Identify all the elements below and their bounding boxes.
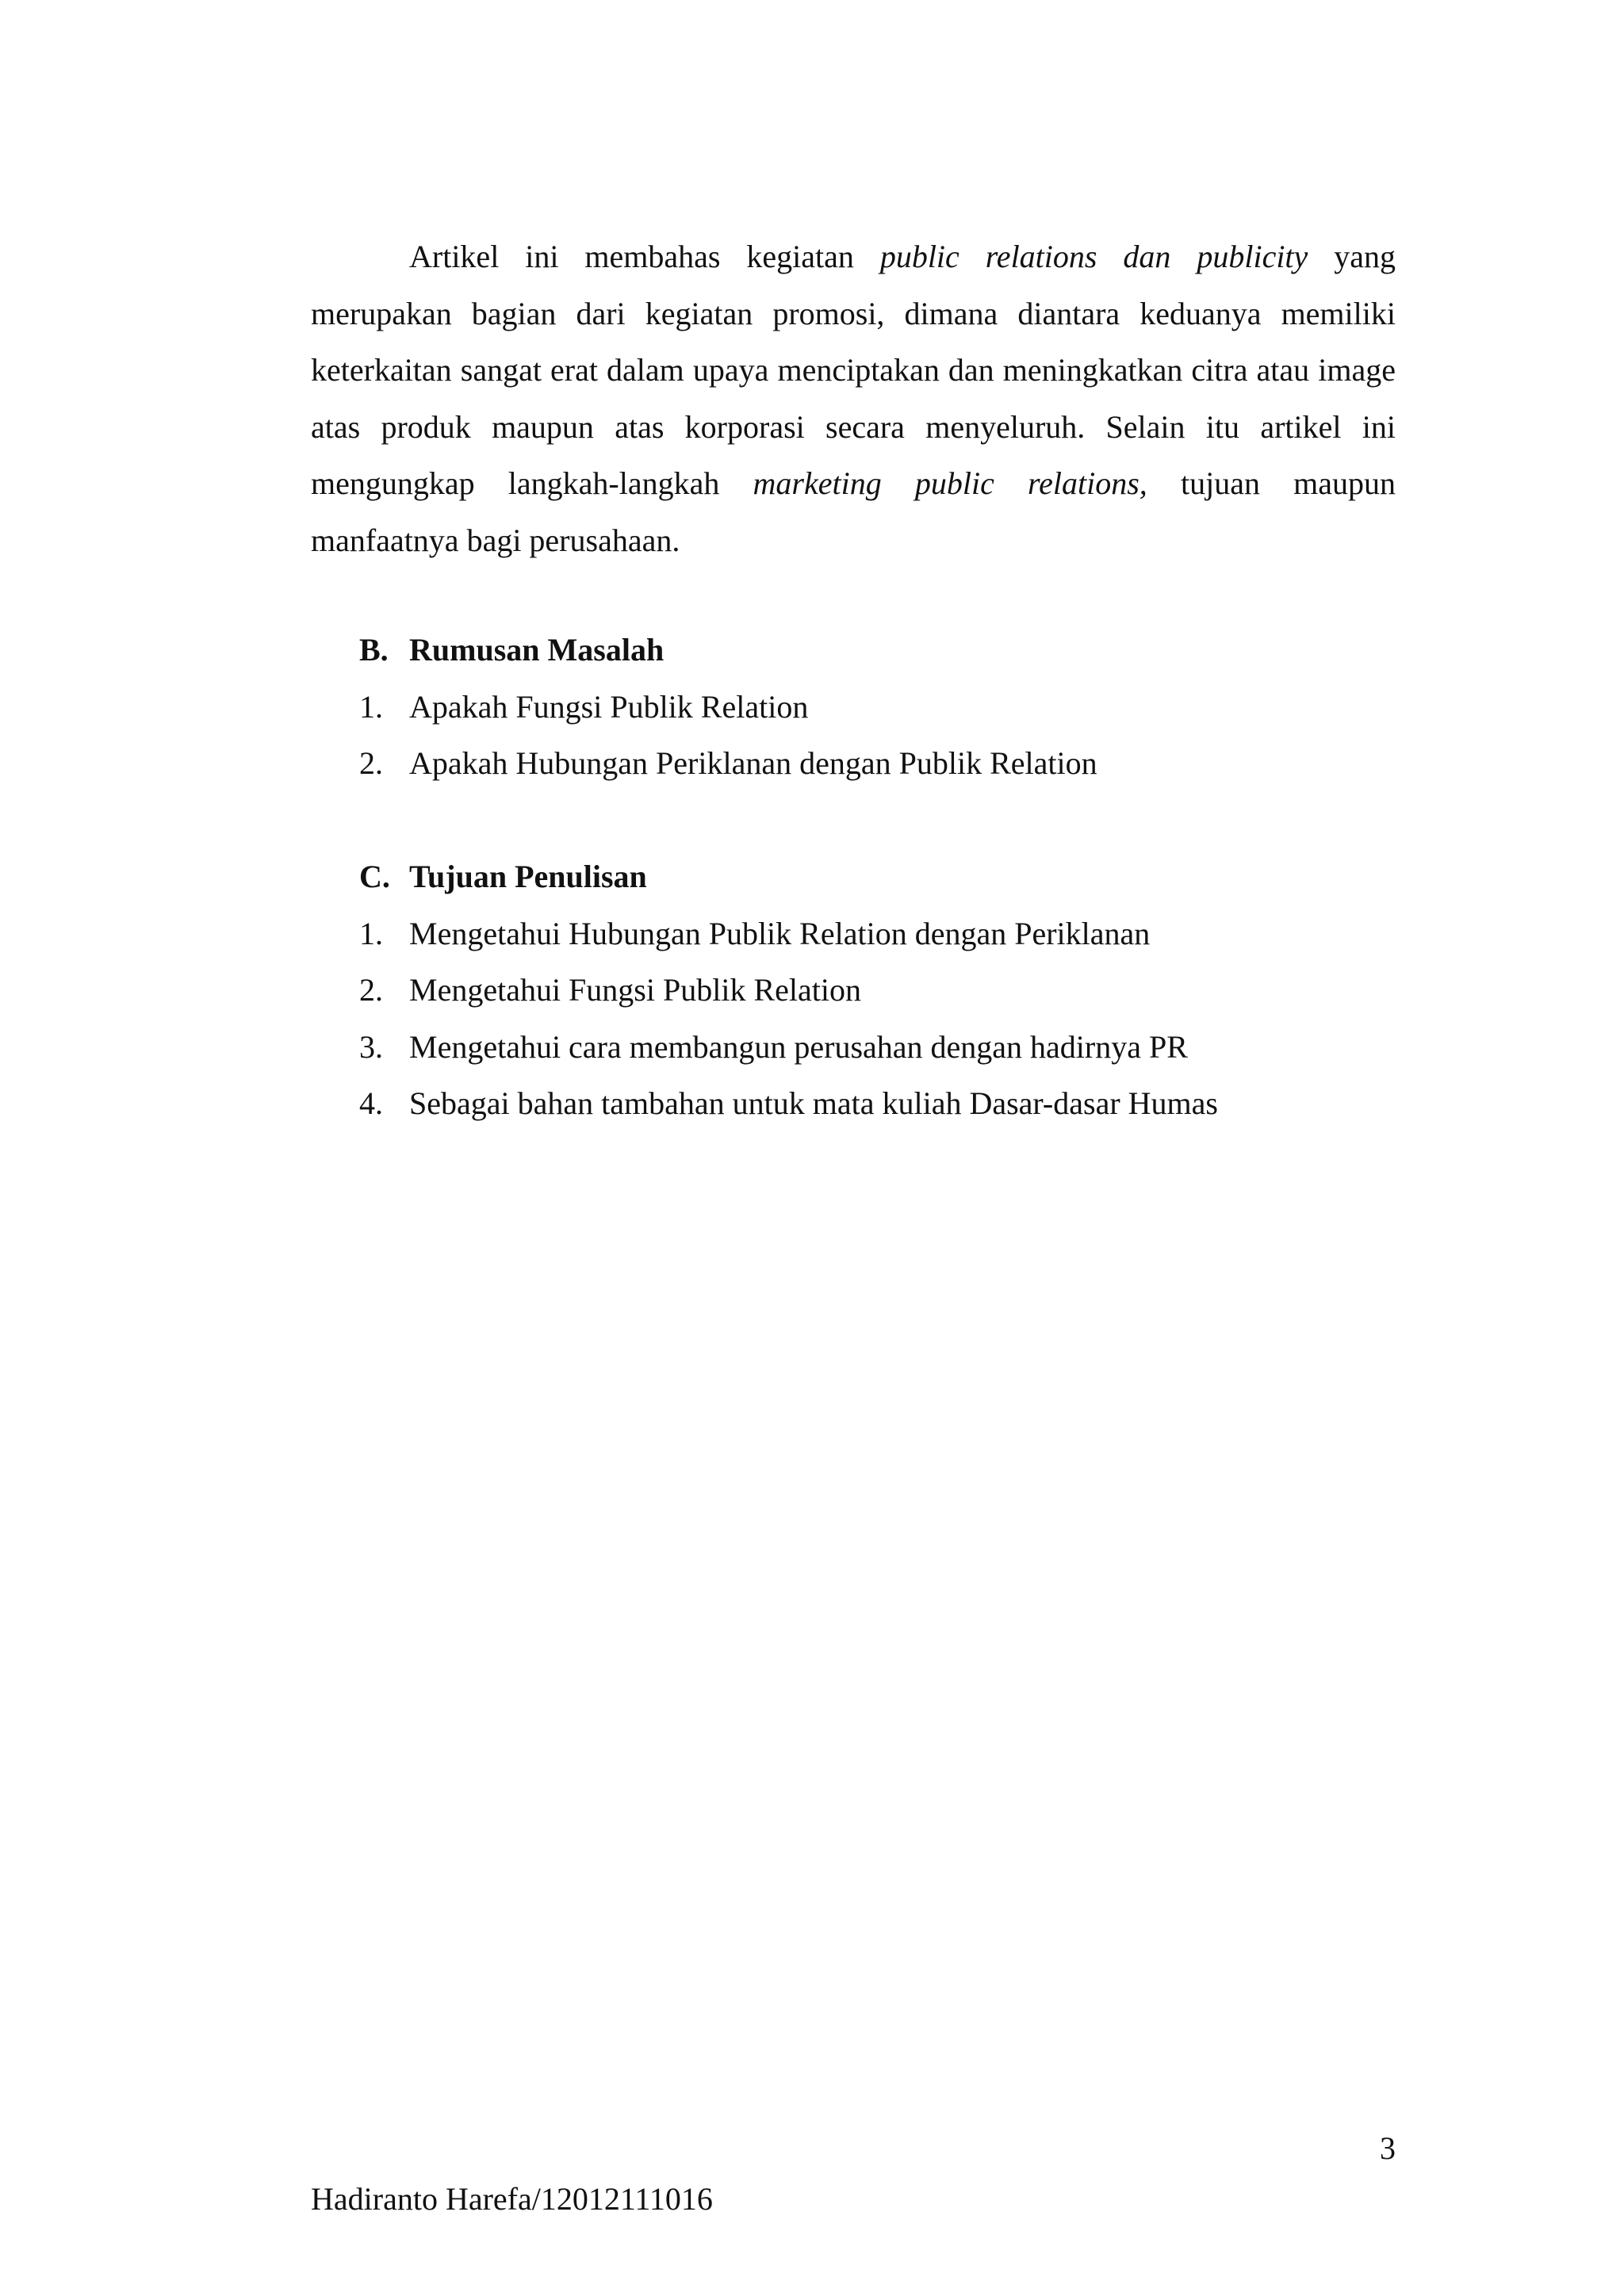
footer-author: Hadiranto Harefa/12012111016 xyxy=(311,2181,713,2217)
section-letter: B. xyxy=(359,632,389,668)
list-number: 2. xyxy=(359,972,383,1008)
intro-text-3: tujuan maupun manfaatnya bagi perusahaan. xyxy=(311,465,1396,558)
intro-italic-2: marketing public relations, xyxy=(753,465,1147,502)
section-heading xyxy=(359,848,1469,905)
list-item xyxy=(359,962,1469,1019)
intro-text-1: Artikel ini membahas kegiatan xyxy=(409,239,880,274)
list-item xyxy=(359,1075,1469,1132)
section-tujuan-penulisan xyxy=(359,848,1469,1132)
list-text: Mengetahui Hubungan Publik Relation dengan Periklanan xyxy=(409,915,1151,951)
numbered-list xyxy=(359,679,1469,792)
list-text: Sebagai bahan tambahan untuk mata kuliah Dasar-dasar Humas xyxy=(409,1085,1218,1122)
list-text: Apakah Fungsi Publik Relation xyxy=(409,688,809,725)
list-number: 1. xyxy=(359,688,383,725)
intro-text-2: yang merupakan bagian dari kegiatan promosi, dimana diantara keduanya memiliki keterkaitan sangat erat dalam upaya menciptakan dan meningkatkan citra atau image atas produk maupun atas korporasi secara menyeluruh. Selain itu artikel ini mengungkap langkah-langkah xyxy=(311,239,1396,502)
list-text: Apakah Hubungan Periklanan dengan Publik Relation xyxy=(409,745,1097,782)
list-number: 2. xyxy=(359,745,383,782)
list-text: Mengetahui cara membangun perusahan dengan hadirnya PR xyxy=(409,1028,1188,1065)
list-text: Mengetahui Fungsi Publik Relation xyxy=(409,972,861,1008)
list-item xyxy=(359,735,1469,792)
list-item xyxy=(359,1019,1469,1076)
list-number: 1. xyxy=(359,915,383,951)
page-number: 3 xyxy=(1380,2130,1396,2166)
list-item xyxy=(359,679,1469,736)
section-title: Tujuan Penulisan xyxy=(409,859,647,894)
list-number: 3. xyxy=(359,1028,383,1065)
intro-italic-1: public relations dan publicity xyxy=(879,239,1308,274)
section-letter: C. xyxy=(359,859,390,894)
section-rumusan-masalah xyxy=(359,622,1469,792)
intro-paragraph xyxy=(311,228,1396,569)
list-item xyxy=(359,905,1469,962)
section-heading xyxy=(359,622,1469,679)
list-number: 4. xyxy=(359,1085,383,1122)
numbered-list xyxy=(359,905,1469,1132)
section-title: Rumusan Masalah xyxy=(409,632,665,668)
